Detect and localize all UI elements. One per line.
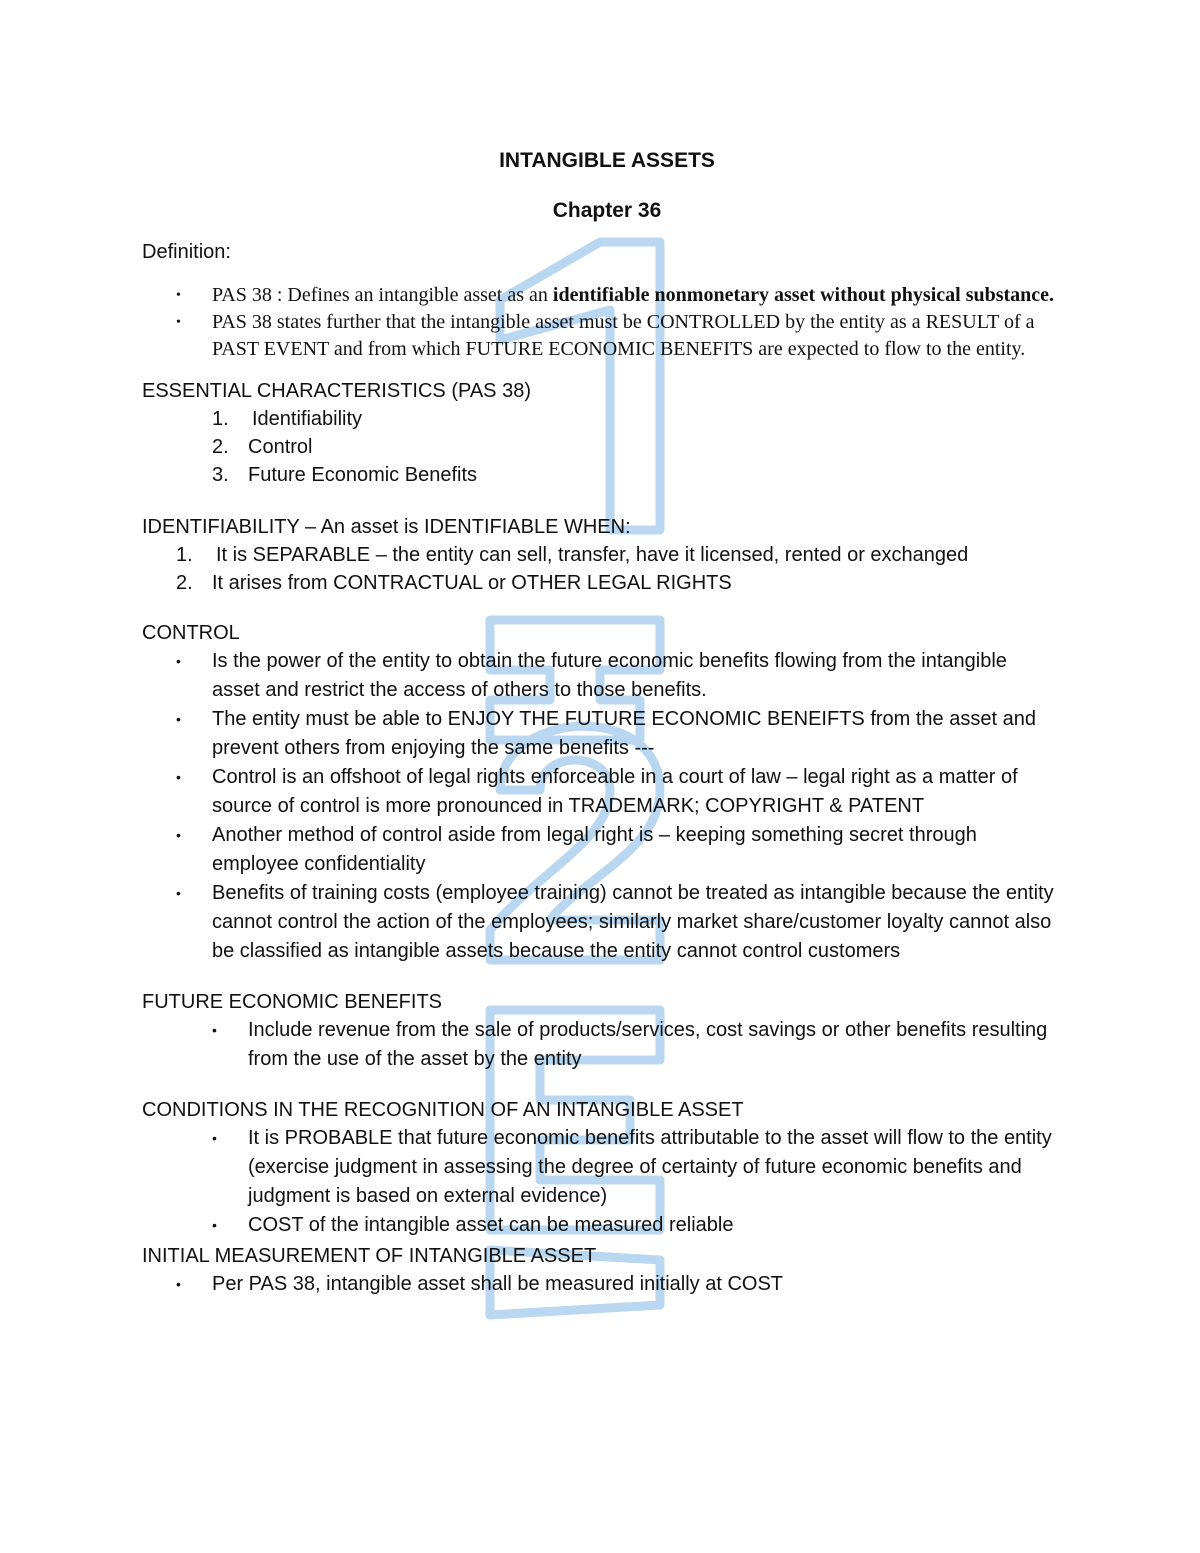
bullet-icon: • <box>212 1217 217 1233</box>
list-item <box>176 1270 1056 1299</box>
list-item <box>212 405 1072 433</box>
definition-text: PAS 38 : Defines an intangible asset as an <box>212 284 553 306</box>
list-item <box>176 879 1056 966</box>
list-item <box>176 541 1072 569</box>
document-body <box>142 146 1072 1299</box>
bullet-icon: • <box>176 288 181 303</box>
initial-measurement-heading: INITIAL MEASUREMENT OF INTANGIBLE ASSET <box>142 1245 597 1267</box>
list-item <box>176 705 1056 763</box>
bullet-icon: • <box>176 315 181 330</box>
page-title: INTANGIBLE ASSETS <box>499 149 715 172</box>
control-list <box>176 647 1056 966</box>
conditions-list <box>212 1124 1062 1240</box>
item-text: Include revenue from the sale of products/services, cost savings or other benefits resulting from the use of the asset by the entity <box>248 1019 1048 1070</box>
item-text: It arises from CONTRACTUAL or OTHER LEGAL RIGHTS <box>212 572 732 594</box>
bullet-icon: • <box>212 1022 217 1038</box>
item-number: 2. <box>176 572 193 594</box>
item-text: It is PROBABLE that future economic benefits attributable to the asset will flow to the entity (exercise judgment in assessing the degree of certainty of future economic benefits and judgment is based on external evidence) <box>248 1127 1052 1207</box>
item-number: 2. <box>212 436 229 458</box>
bullet-icon: • <box>176 653 181 669</box>
item-text: Control is an offshoot of legal rights enforceable in a court of law – legal right as a matter of source of control is more pronounced in TRADEMARK; COPYRIGHT & PATENT <box>212 766 1018 817</box>
bullet-icon: • <box>176 769 181 785</box>
control-heading: CONTROL <box>142 622 240 644</box>
item-number: 3. <box>212 464 229 486</box>
initial-measurement-list <box>176 1270 1056 1299</box>
future-benefits-heading: FUTURE ECONOMIC BENEFITS <box>142 991 443 1013</box>
item-text: Another method of control aside from legal right is – keeping something secret through employee confidentiality <box>212 824 977 875</box>
item-number: 1. <box>176 544 193 566</box>
identifiability-list <box>176 541 1072 597</box>
item-text: Per PAS 38, intangible asset shall be measured initially at COST <box>212 1273 784 1295</box>
item-text: COST of the intangible asset can be measured reliable <box>248 1214 734 1236</box>
item-text: Future Economic Benefits <box>248 464 477 486</box>
bullet-icon: • <box>176 711 181 727</box>
list-item <box>176 569 1072 597</box>
definition-heading: Definition: <box>142 241 231 263</box>
item-text: Benefits of training costs (employee training) cannot be treated as intangible because the entity cannot control the action of the employees; similarly market share/customer loyalty cannot also be classified as intangible assets because the entity cannot control customers <box>212 882 1054 962</box>
item-text: Control <box>248 436 313 458</box>
definition-text: PAS 38 states further that the intangible asset must be CONTROLLED by the entity as a RESULT of a PAST EVENT and from which FUTURE ECONOMIC BENEFITS are expected to flow to the entity. <box>212 311 1035 360</box>
future-benefits-list <box>212 1016 1062 1074</box>
list-item <box>176 309 1056 363</box>
list-item <box>176 821 1056 879</box>
identifiability-heading: IDENTIFIABILITY – An asset is IDENTIFIABLE WHEN: <box>142 516 631 538</box>
chapter-subtitle: Chapter 36 <box>552 199 662 222</box>
item-text: The entity must be able to ENJOY THE FUTURE ECONOMIC BENEIFTS from the asset and prevent others from enjoying the same benefits --- <box>212 708 1036 759</box>
item-text: Identifiability <box>252 408 363 430</box>
bullet-icon: • <box>176 885 181 901</box>
essential-heading: ESSENTIAL CHARACTERISTICS (PAS 38) <box>142 380 531 402</box>
bullet-icon: • <box>212 1130 217 1146</box>
item-text: It is SEPARABLE – the entity can sell, transfer, have it licensed, rented or exchanged <box>216 544 969 566</box>
bullet-icon: • <box>176 827 181 843</box>
list-item <box>212 433 1072 461</box>
list-item <box>212 1124 1062 1211</box>
list-item <box>212 1016 1062 1074</box>
item-number: 1. <box>212 408 229 430</box>
bullet-icon: • <box>176 1276 181 1292</box>
item-text: Is the power of the entity to obtain the future economic benefits flowing from the intangible asset and restrict the access of others to those benefits. <box>212 650 1007 701</box>
conditions-heading: CONDITIONS IN THE RECOGNITION OF AN INTANGIBLE ASSET <box>142 1099 744 1121</box>
list-item <box>176 282 1056 309</box>
list-item <box>212 461 1072 489</box>
list-item <box>212 1211 1062 1240</box>
essential-list <box>212 405 1072 489</box>
list-item <box>176 647 1056 705</box>
list-item <box>176 763 1056 821</box>
definition-bold-text: identifiable nonmonetary asset without physical substance. <box>552 284 1055 306</box>
definition-list <box>176 282 1056 363</box>
